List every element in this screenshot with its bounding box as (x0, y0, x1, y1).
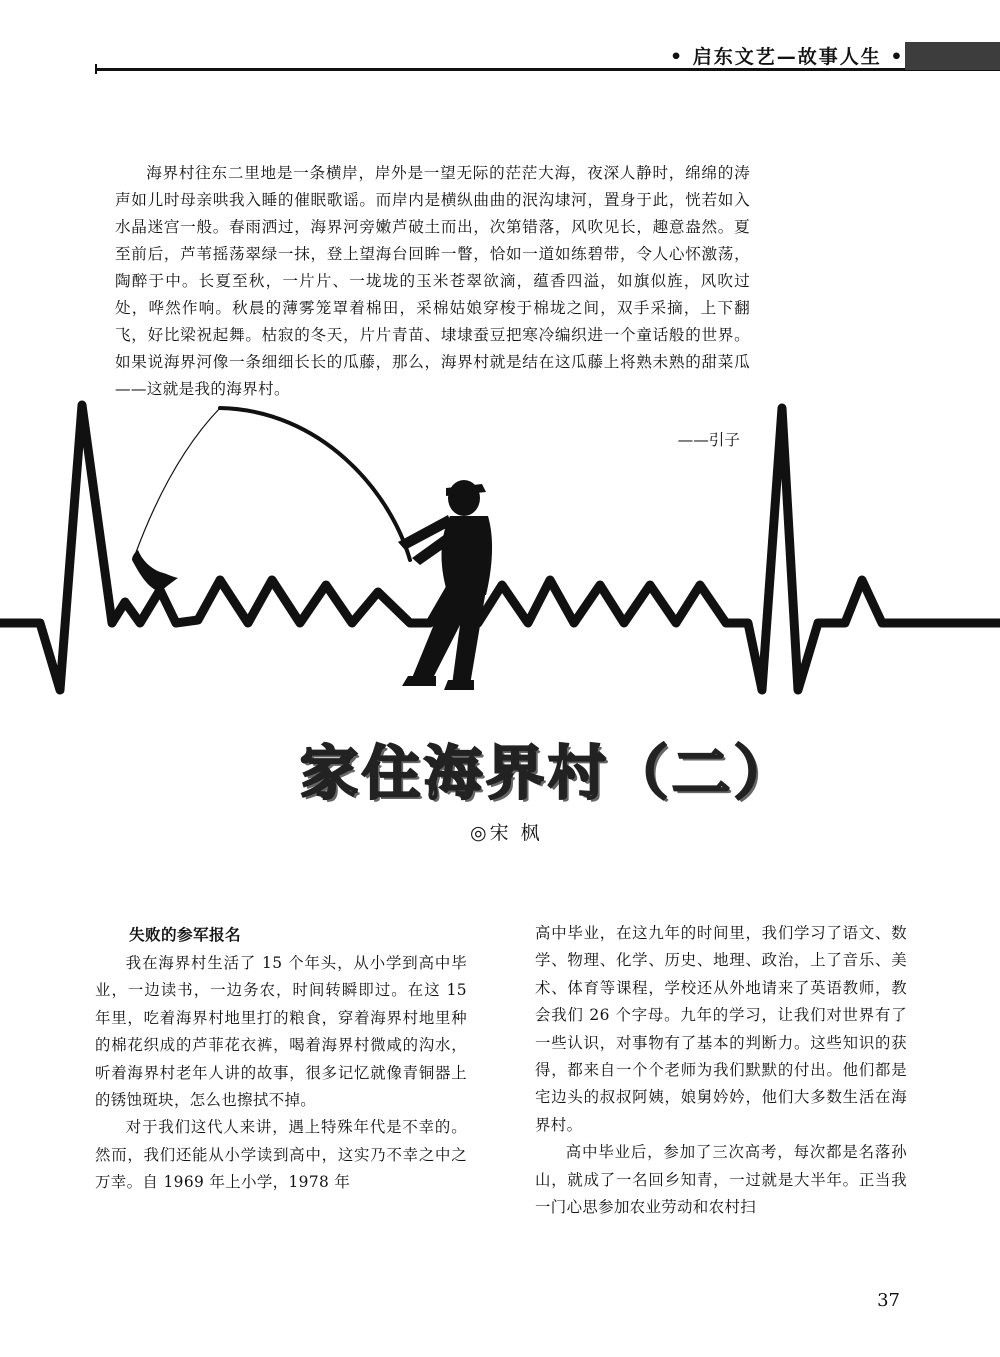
heartbeat-line (0, 405, 1000, 690)
body-column-right (535, 920, 907, 1221)
prologue-signature: ——引子 (677, 431, 740, 449)
paragraph: 高中毕业，在这九年的时间里，我们学习了语文、数学、物理、化学、历史、地理、政治，上了音乐、美术、体育等课程，学校还从外地请来了英语教师，教会我们 26 个字母。九年的学习，让我们对世界有了一些认识，对事物有了基本的判断力。这些知识的获得，都来自一个个老师为我们默默的付出。他们都是宅边头的叔叔阿姨，娘舅妗妗，他们大多数生活在海界村。 (535, 924, 907, 1134)
fisherman-heartbeat-icon (0, 380, 1000, 720)
paragraph: 我在海界村生活了 15 个年头，从小学到高中毕业，一边读书，一边务农，时间转瞬即过。在这 15 年里，吃着海界村地里打的粮食，穿着海界村地里种的棉花织成的芦菲花衣裤，喝着海界村微咸的沟水，听着海界村老年人讲的故事，很多记忆就像青铜器上的锈蚀斑块，怎么也擦拭不掉。 (95, 954, 467, 1110)
paragraph: 对于我们这代人来讲，遇上特殊年代是不幸的。然而，我们还能从小学读到高中，这实乃不幸之中之万幸。自 1969 年上小学，1978 年 (95, 1118, 467, 1192)
fisherman-icon (398, 480, 492, 690)
header-rule-tick (95, 64, 97, 74)
prologue-text: 海界村往东二里地是一条横岸，岸外是一望无际的茫茫大海，夜深人静时，绵绵的涛声如儿时母亲哄我入睡的催眠歌谣。而岸内是横纵曲曲的泯沟埭河，置身于此，恍若如入水晶迷宫一般。春雨洒过，海界河旁嫩芦破土而出，次第错落，风吹见长，趣意盎然。夏至前后，芦苇摇荡翠绿一抹，登上望海台回眸一瞥，恰如一道如练碧带，令人心怀激荡，陶醉于中。长夏至秋，一片片、一垅垅的玉米苍翠欲滴，蕴香四溢，如旗似旌，风吹过处，哗然作响。秋晨的薄雾笼罩着棉田，采棉姑娘穿梭于棉垅之间，双手采摘，上下翻飞，好比梁祝起舞。枯寂的冬天，片片青苗、埭埭蚕豆把寒冷编织进一个童话般的世界。如果说海界河像一条细细长长的瓜藤，那么，海界村就是结在这瓜藤上将熟未熟的甜菜瓜——这就是我的海界村。 (115, 164, 750, 398)
paragraph: 高中毕业后，参加了三次高考，每次都是名落孙山，就成了一名回乡知青，一过就是大半年。正当我一门心思参加农业劳动和农村扫 (535, 1143, 907, 1217)
running-header: • 启东文艺—故事人生 • (670, 46, 905, 68)
article-author: ◎宋 枫 (470, 822, 543, 844)
page-number: 37 (877, 1290, 900, 1311)
article-title: 家住海界村（二） (300, 739, 797, 807)
header-accent-block (905, 42, 1000, 70)
fishing-line (135, 408, 220, 555)
fishing-rod (220, 408, 410, 560)
section-heading: 失败的参军报名 (129, 926, 241, 944)
fish-icon (132, 550, 178, 592)
body-column-left (95, 920, 467, 1197)
